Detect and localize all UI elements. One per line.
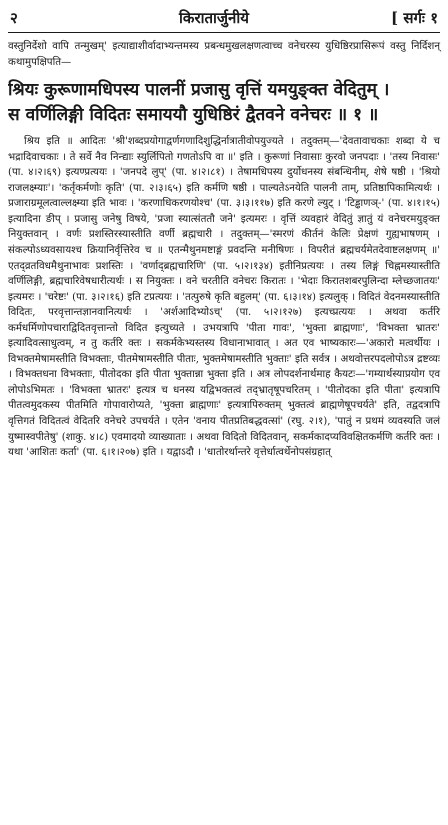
commentary-paragraph: श्रिय इति ॥ आदितः 'श्री'शब्दप्रयोगाद्वर्णगणादिशुद्धिर्नात्रातीवोपयुज्यते । तदुक्तम्—'देवतावाचकाः शब्दा ये च भद्रादिवाचकाः । ते सर्वे नैव निन्द्याः स्युर्लिपितो गणतोऽपि वा ॥' इति । कुरूणां निवासाः कुरवो जनपदाः । 'तस्य निवासः' (पा. ४।२।६९) इत्यण्प्रत्ययः । 'जनपदे लुप्' (पा. ४।२।८१) । तेषामधिपस्य दुर्योधनस्य संबन्धिनीम्, शेषे षष्ठी । 'श्रियो राजलक्ष्म्याः'। 'कर्तृकर्मणोः कृति' (पा. २।३।६५) इति कर्मणि षष्ठी । पाल्यतेऽनयेति पालनी ताम्, प्रतिष्ठापिकामित्यर्थः । प्रजाराग्रमूलत्वाल्लक्ष्म्या इति भावः । 'करणाधिकरणयोश्च' (पा. ३।३।११७) इति करणे ल्युट् । 'टिड्ढाणञ्-' (पा. ४।१।१५) इत्यादिना ङीप् । प्रजासु जनेषु विषये, 'प्रजा स्यात्संततौ जने' इत्यमरः । वृत्तिं व्यवहारं वेदितुं ज्ञातुं यं वनेचरमयुङ्क्त नियुक्तवान् । वर्णः प्रशस्तिरस्यास्तीति वर्णी ब्रह्मचारी । तदुक्तम्—'स्मरणं कीर्तनं केलिः प्रेक्षणं गुह्यभाषणम् । संकल्पोऽध्यवसायश्च क्रियानिर्वृत्तिरेव च ॥ एतन्मैथुनमष्टाङ्गं प्रवदन्ति मनीषिणः । विपरीतं ब्रह्मचर्यमेतदेवाष्टलक्षणम् ॥' एतद्व्रतविधमैथुनाभावः प्रशस्तिः । 'वर्णाद्ब्रह्मचारिणि' (पा. ५।२।१३४) इतीनिप्रत्ययः । तस्य लिङ्गं चिह्नमस्यास्तीति वर्णिलिङ्गी, ब्रह्मचारिवेषधारीत्यर्थः । स नियुक्तः । वने चरतीति वनेचरः किरातः । 'भेदाः किरातशबरपुलिन्दा म्लेच्छजातयः' इत्यमरः । 'चरेष्टः' (पा. ३।२।१६) इति टप्रत्ययः । 'तत्पुरुषे कृति बहुलम्' (पा. ६।३।१४) इत्यलुक् । विदितं वेदनमस्यास्तीति विदितः, परवृत्तान्तज्ञानवानित्यर्थः । 'अर्शआदिभ्योऽच्' (पा. ५।२।१२७) इत्यच्प्रत्ययः । अथवा कर्तरि कर्मधर्मिणोपचाराद्विदितवृत्तान्तो विदित इत्युच्यते । उभयत्रापि 'पीता गावः', 'भुक्ता ब्राह्मणाः', 'विभक्ता भ्रातरः' इत्यादिवत्साधुत्वम्, न तु कर्तरि क्तः । सकर्मकेभ्यस्तस्य विधानाभावात् । अत एव भाष्यकारः—'अकारो मत्वर्थीयः । विभक्तमेषामस्तीति विभक्ताः, पीतमेषामस्तीति पीताः, भुक्तमेषामस्तीति भुक्ताः' इति सर्वत्र । अथवोत्तरपदलोपोऽत्र द्रष्टव्यः । विभक्तधना विभक्ताः, पीतोदका इति पीता भुक्तान्ना भुक्ता इति । अत्र लोपदर्शनार्थमाह कैयटः—'गम्यार्थस्याप्रयोग एव लोपोऽभिमतः । 'विभक्ता भ्रातरः' इत्यत्र च धनस्य यद्विभक्तत्वं तद्भ्रातृषूपचरितम् । 'पीतोदका इति पीता' इत्यत्रापि पीतत्वमुदकस्य पीतमिति गोपावारोप्यते, 'भुक्ता ब्राह्मणाः' इत्यत्रापिरुक्तम् भुक्तत्वं ब्राह्मणेषूपचर्यते' इति, तद्वदत्रापि वृत्तिगतं विदितत्वं वेदितरि वनेचरे उपचर्यते । एतेन 'वनाय पीतप्रतिबद्धवत्सां' (रघु. २।१), 'पातुं न प्रथमं व्यवस्यति जलं युष्मास्वपीतेषु' (शाकु. ४।८) एवमादयो व्याख्याताः । अथवा विदितो विदितवान्, सकर्मकादप्यविवक्षितकर्मणि कर्तरि क्तः । यथा 'आशितः कर्ता' (पा. ६।१।२०७) इति । यद्वाऽदौ । 'धातोरर्थान्तरे वृत्तेर्धात्वर्थेनोपसंग्रहात् — [8, 136, 440, 459]
commentary — [8, 134, 440, 460]
book-page — [8, 6, 440, 819]
running-title: किरातार्जुनीये — [179, 9, 249, 27]
canto-marker: [ सर्गः १ — [391, 9, 438, 27]
header-rule — [8, 32, 440, 33]
verse-line-1: श्रियः कुरूणामधिपस्य पालनीं प्रजासु वृत्तिं यमयुङ्क्त वेदितुम् । — [8, 80, 390, 101]
verse-block — [8, 78, 440, 128]
running-header — [8, 6, 440, 30]
intro-paragraph: वस्तुनिर्देशो वापि तन्मुखम्' इत्याद्याशीर्वादाभ्यन्तमस्य प्रबन्धमुखलक्षणत्वाच्च वनेचरस्य युधिष्ठिरप्रासिरूपं वस्तु निर्दिशन् कथामुपक्षिपति— — [8, 41, 440, 68]
introductory-note — [8, 39, 440, 70]
page-number: २ — [10, 9, 18, 27]
verse-line-2: स वर्णिलिङ्गी विदितः समाययौ युधिष्ठिरं द्वैतवने वनेचरः ॥ १ ॥ — [8, 105, 379, 126]
